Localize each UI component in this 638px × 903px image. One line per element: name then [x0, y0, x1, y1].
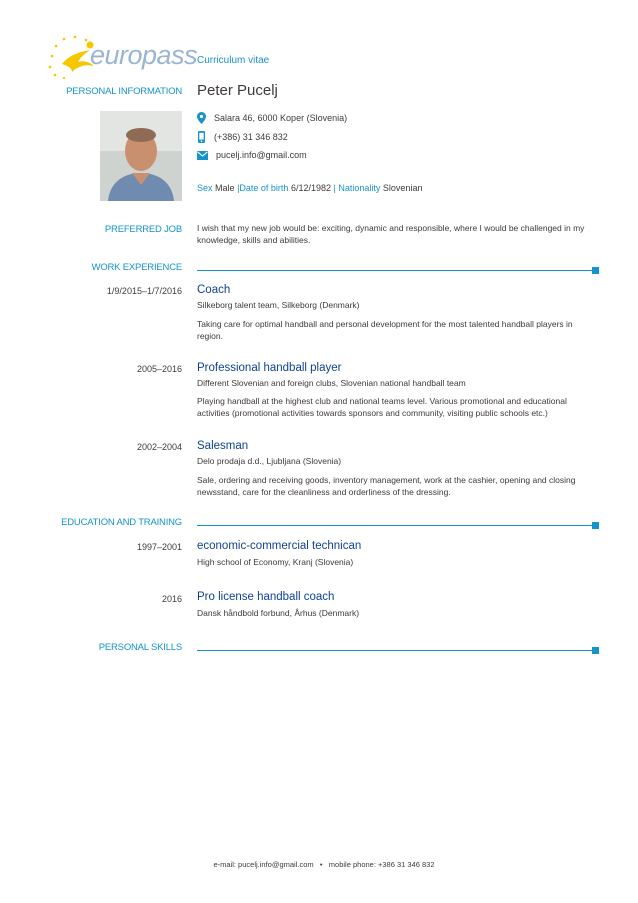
work-1-employer: Silkeborg talent team, Silkeborg (Denmark)	[197, 300, 360, 310]
work-2-title: Professional handball player	[197, 362, 342, 374]
edu-2-date: 2016	[161, 594, 182, 604]
work-2-date: 2005–2016	[136, 364, 182, 374]
work-3-description: Sale, ordering and receiving goods, inventory management, work at the cashier, opening and closing newsstand, care for the cleanliness and orderliness of the dressing.	[197, 475, 576, 497]
email-link[interactable]: pucelj.info@gmail.com	[216, 150, 307, 160]
address-text: Salara 46, 6000 Koper (Slovenia)	[214, 113, 348, 123]
dob-label: Date of birth	[239, 183, 289, 193]
footer-email[interactable]: e-mail: pucelj.info@gmail.com	[213, 860, 314, 869]
personal-skills-rule	[197, 650, 597, 651]
mobile-phone-icon	[197, 131, 206, 143]
nationality-value: Slovenian	[382, 183, 423, 193]
edu-1-title: economic-commercial technican	[197, 540, 362, 552]
location-pin-icon	[197, 112, 206, 124]
doc-title: Curriculum vitae	[197, 55, 270, 66]
work-2-employer: Different Slovenian and foreign clubs, Slovenian national handball team	[197, 378, 466, 388]
work-1-title: Coach	[197, 284, 231, 296]
personal-skills-label: PERSONAL SKILLS	[98, 642, 182, 653]
nationality-label: Nationality	[338, 183, 381, 193]
email-row	[197, 150, 307, 160]
edu-1-date: 1997–2001	[136, 542, 182, 552]
europass-logo	[44, 34, 198, 80]
work-3-date: 2002–2004	[136, 442, 182, 452]
phone-text[interactable]: (+386) 31 346 832	[214, 132, 288, 142]
phone-row	[197, 131, 288, 143]
sex-label: Sex	[197, 183, 213, 193]
work-2-description: Playing handball at the highest club and national teams level. Various promotional and educational activities (promotional activities towards sponsors and community, visiting public schools etc.)	[197, 396, 567, 418]
edu-2-org: Dansk håndbold forbund, Århus (Denmark)	[197, 608, 360, 618]
work-3-title: Salesman	[197, 440, 249, 452]
preferred-job-label: PREFERRED JOB	[104, 224, 182, 235]
education-rule	[197, 525, 597, 526]
work-experience-rule	[197, 270, 597, 271]
work-1-description: Taking care for optimal handball and personal development for the most talented handball players in region.	[197, 319, 573, 341]
preferred-job-text: I wish that my new job would be: exciting, dynamic and responsible, where I would be challenged in my knowledge, skills and abilities.	[197, 223, 585, 245]
edu-2-title: Pro license handball coach	[197, 591, 335, 603]
footer-phone[interactable]: mobile phone: +386 31 346 832	[328, 860, 435, 869]
person-name: Peter Pucelj	[197, 82, 278, 99]
dob-value: 6/12/1982	[290, 183, 331, 193]
envelope-icon	[197, 151, 208, 160]
work-1-date: 1/9/2015–1/7/2016	[106, 286, 182, 296]
edu-1-org: High school of Economy, Kranj (Slovenia)	[197, 557, 354, 567]
personal-details-line	[197, 183, 422, 193]
profile-photo	[100, 111, 182, 201]
work-experience-label: WORK EXPERIENCE	[91, 262, 182, 273]
personal-info-label: PERSONAL INFORMATION	[66, 86, 182, 97]
europass-logo-text: europass	[90, 40, 198, 70]
separator-2: |	[333, 183, 336, 193]
footer	[0, 860, 638, 869]
separator-1: |	[237, 183, 240, 193]
address-row	[197, 112, 347, 124]
sex-value: Male	[215, 183, 235, 193]
footer-bullet: •	[319, 860, 323, 869]
education-label: EDUCATION AND TRAINING	[61, 517, 182, 528]
work-3-employer: Delo prodaja d.d., Ljubljana (Slovenia)	[197, 456, 342, 466]
